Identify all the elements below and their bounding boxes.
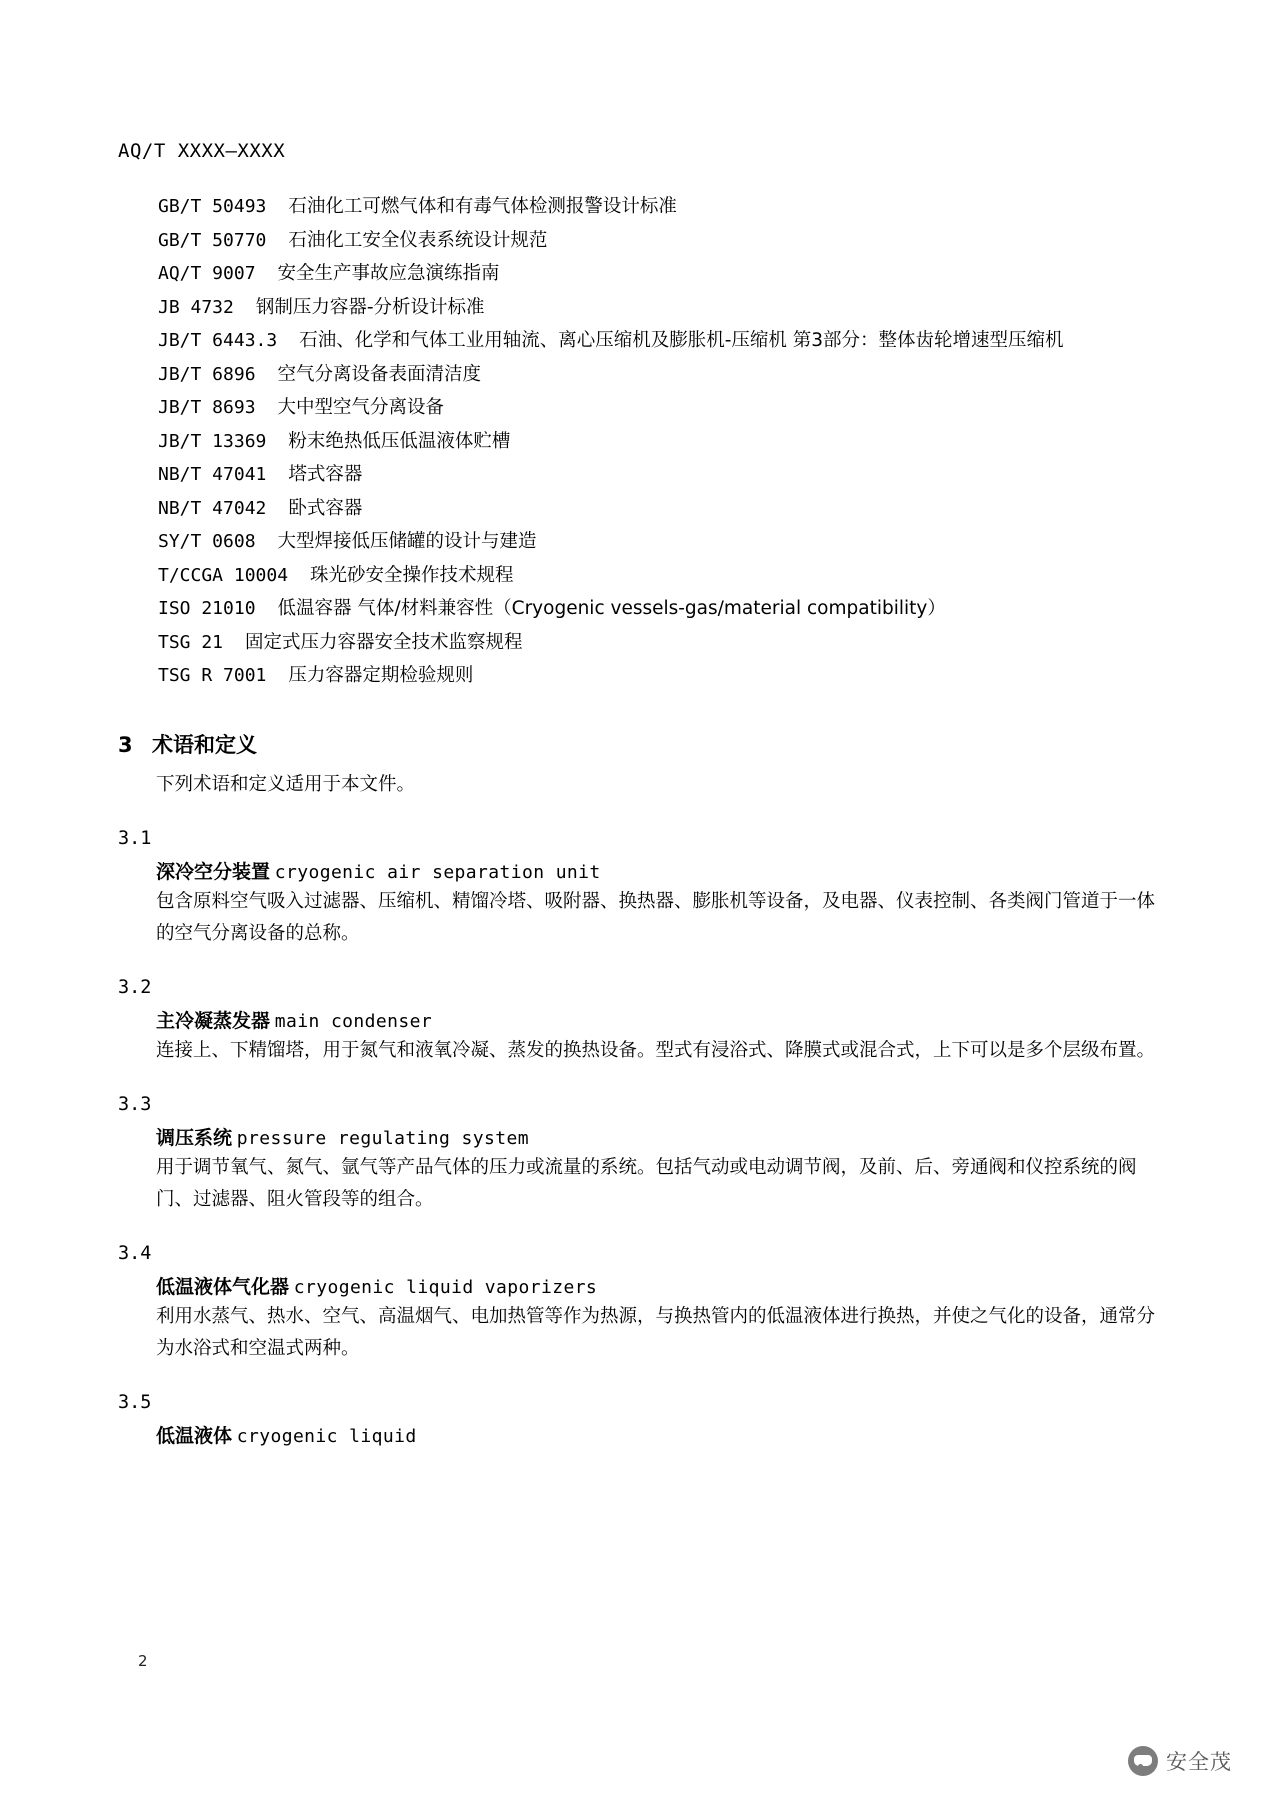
term-definition-3-1: 包含原料空气吸入过滤器、压缩机、精馏冷塔、吸附器、换热器、膨胀机等设备，及电器、仪表控制、各类阀门管道于一体的空气分离设备的总称。 — [156, 890, 1156, 945]
reference-title: 塔式容器 — [288, 464, 363, 486]
reference-item — [118, 592, 1158, 626]
term-chinese: 低温液体气化器 — [156, 1275, 290, 1298]
wechat-logo-icon — [1128, 1746, 1158, 1776]
reference-item — [118, 224, 1158, 258]
reference-title: 石油化工可燃气体和有毒气体检测报警设计标准 — [288, 196, 677, 217]
reference-item — [118, 324, 1158, 358]
term-chinese: 调压系统 — [156, 1126, 233, 1149]
clause-number-3-2: 3.2 — [118, 976, 152, 998]
term-heading-3-2 — [156, 1006, 1158, 1033]
term-chinese: 低温液体 — [156, 1424, 233, 1447]
reference-item — [118, 559, 1158, 593]
reference-code: GB/T 50493 — [158, 196, 267, 217]
term-heading-3-4 — [156, 1272, 1158, 1299]
reference-item — [118, 358, 1158, 392]
section-title: 术语和定义 — [152, 732, 257, 757]
reference-item — [118, 391, 1158, 425]
reference-title: 低温容器 气体/材料兼容性（Cryogenic vessels-gas/material compatibility） — [277, 598, 946, 620]
reference-code: JB/T 6896 — [158, 363, 256, 385]
term-english: cryogenic liquid — [236, 1425, 417, 1447]
reference-title: 珠光砂安全操作技术规程 — [310, 564, 514, 586]
reference-code: JB/T 6443.3 — [158, 330, 278, 352]
clause-number-3-1: 3.1 — [118, 827, 152, 849]
reference-code: JB/T 8693 — [158, 397, 256, 419]
term-chinese: 深冷空分装置 — [156, 860, 271, 883]
reference-code: T/CCGA 10004 — [158, 564, 289, 586]
page-number: 2 — [138, 1652, 148, 1670]
page-content — [118, 140, 1158, 1448]
section-heading-3 — [118, 729, 1158, 759]
reference-title: 大型焊接低压储罐的设计与建造 — [277, 531, 537, 553]
reference-title: 石油、化学和气体工业用轴流、离心压缩机及膨胀机-压缩机 第3部分：整体齿轮增速型压缩机 — [299, 330, 1064, 352]
reference-item — [118, 659, 1158, 693]
term-definition-3-3: 用于调节氧气、氮气、氩气等产品气体的压力或流量的系统。包括气动或电动调节阀，及前、后、旁通阀和仪控系统的阀门、过滤器、阻火管段等的组合。 — [156, 1156, 1137, 1211]
reference-item — [118, 425, 1158, 459]
term-heading-3-3 — [156, 1123, 1158, 1150]
clause-number-3-4: 3.4 — [118, 1242, 152, 1264]
reference-code: GB/T 50770 — [158, 229, 267, 251]
term-heading-3-1 — [156, 857, 1158, 884]
reference-code: TSG 21 — [158, 631, 224, 653]
reference-title: 粉末绝热低压低温液体贮槽 — [288, 430, 511, 452]
watermark-label: 安全茂 — [1166, 1750, 1232, 1774]
reference-code: NB/T 47042 — [158, 497, 267, 519]
reference-code: TSG R 7001 — [158, 665, 267, 687]
reference-code: ISO 21010 — [158, 598, 256, 620]
reference-item — [118, 525, 1158, 559]
reference-title: 空气分离设备表面清洁度 — [277, 363, 482, 385]
reference-item — [118, 291, 1158, 325]
reference-item — [118, 458, 1158, 492]
reference-title: 大中型空气分离设备 — [277, 397, 445, 419]
reference-code: SY/T 0608 — [158, 531, 256, 553]
reference-item — [118, 257, 1158, 291]
clause-number-3-3: 3.3 — [118, 1093, 152, 1115]
reference-title: 钢制压力容器-分析设计标准 — [255, 296, 485, 318]
clause-number-3-5: 3.5 — [118, 1391, 152, 1413]
reference-code: NB/T 47041 — [158, 464, 267, 486]
reference-item — [118, 626, 1158, 660]
reference-code: AQ/T 9007 — [158, 263, 256, 285]
term-chinese: 主冷凝蒸发器 — [156, 1009, 271, 1032]
term-heading-3-5 — [156, 1421, 1158, 1448]
term-english: cryogenic liquid vaporizers — [293, 1276, 598, 1298]
term-english: cryogenic air separation unit — [274, 861, 601, 883]
reference-item — [118, 492, 1158, 526]
term-english: pressure regulating system — [236, 1127, 529, 1149]
normative-references-list — [118, 190, 1158, 693]
section-intro-paragraph: 下列术语和定义适用于本文件。 — [156, 773, 416, 795]
reference-item — [118, 190, 1158, 224]
watermark — [1128, 1746, 1232, 1776]
standard-code-header: AQ/T XXXX—XXXX — [118, 140, 286, 162]
reference-title: 安全生产事故应急演练指南 — [277, 263, 500, 285]
term-definition-3-2: 连接上、下精馏塔，用于氮气和液氧冷凝、蒸发的换热设备。型式有浸浴式、降膜式或混合式，上下可以是多个层级布置。 — [156, 1039, 1156, 1061]
reference-code: JB/T 13369 — [158, 430, 267, 452]
reference-title: 石油化工安全仪表系统设计规范 — [288, 229, 548, 251]
reference-code: JB 4732 — [158, 296, 234, 318]
section-number: 3 — [118, 732, 133, 757]
reference-title: 压力容器定期检验规则 — [288, 665, 474, 687]
term-english: main condenser — [274, 1010, 433, 1032]
term-definition-3-4: 利用水蒸气、热水、空气、高温烟气、电加热管等作为热源，与换热管内的低温液体进行换热，并使之气化的设备，通常分为水浴式和空温式两种。 — [156, 1305, 1156, 1360]
reference-title: 固定式压力容器安全技术监察规程 — [245, 631, 523, 653]
reference-title: 卧式容器 — [288, 497, 363, 519]
